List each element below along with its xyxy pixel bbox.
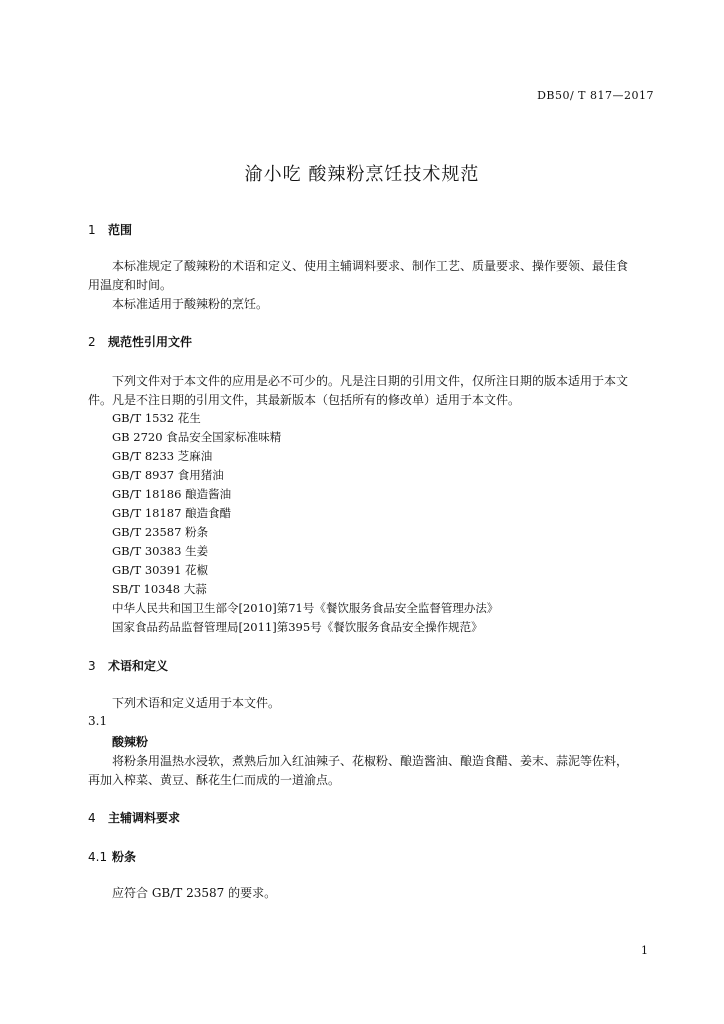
section-number: 4 xyxy=(88,811,96,825)
paragraph-line: 下列文件对于本文件的应用是必不可少的。凡是注日期的引用文件，仅所注日期的版本适用于本文 xyxy=(112,374,629,388)
section-title: 主辅调料要求 xyxy=(108,811,181,825)
reference-item: 国家食品药品监督管理局[2011]第395号《餐饮服务食品安全操作规范》 xyxy=(112,620,483,634)
reference-item: GB/T 18187 酿造食醋 xyxy=(112,506,232,520)
paragraph-line: 本标准规定了酸辣粉的术语和定义、使用主辅调料要求、制作工艺、质量要求、操作要领、最佳食 xyxy=(112,259,629,273)
paragraph-line: 应符合 GB/T 23587 的要求。 xyxy=(112,886,277,900)
term-number: 3.1 xyxy=(88,714,108,728)
paragraph-line: 下列术语和定义适用于本文件。 xyxy=(112,696,281,710)
section-2-heading xyxy=(88,333,192,350)
section-1-heading xyxy=(88,221,132,238)
paragraph-line: 本标准适用于酸辣粉的烹饪。 xyxy=(112,297,269,311)
document-title: 渝小吃 酸辣粉烹饪技术规范 xyxy=(244,164,480,185)
section-title: 术语和定义 xyxy=(108,659,169,673)
reference-item: GB/T 8937 食用猪油 xyxy=(112,468,224,482)
subsection-title: 粉条 xyxy=(112,850,137,864)
subsection-4-1-heading xyxy=(88,848,136,865)
section-number: 1 xyxy=(88,223,96,237)
reference-item: SB/T 10348 大蒜 xyxy=(112,582,207,596)
section-title: 范围 xyxy=(108,223,133,237)
page-number: 1 xyxy=(641,944,648,957)
paragraph-line: 用温度和时间。 xyxy=(88,278,173,292)
reference-item: GB/T 23587 粉条 xyxy=(112,525,209,539)
reference-item: GB/T 1532 花生 xyxy=(112,411,201,425)
paragraph-line: 将粉条用温热水浸软，煮熟后加入红油辣子、花椒粉、酿造酱油、酿造食醋、姜末、蒜泥等佐料， xyxy=(112,754,629,768)
paragraph-line: 再加入榨菜、黄豆、酥花生仁而成的一道渝点。 xyxy=(88,773,341,787)
section-number: 2 xyxy=(88,335,96,349)
section-4-heading xyxy=(88,809,180,826)
reference-item: GB 2720 食品安全国家标准味精 xyxy=(112,430,282,444)
reference-item: 中华人民共和国卫生部令[2010]第71号《餐饮服务食品安全监督管理办法》 xyxy=(112,601,499,615)
paragraph-line: 件。凡是不注日期的引用文件，其最新版本（包括所有的修改单）适用于本文件。 xyxy=(88,393,521,407)
standard-number: DB50/ T 817—2017 xyxy=(537,89,654,102)
section-title: 规范性引用文件 xyxy=(108,335,193,349)
reference-item: GB/T 8233 芝麻油 xyxy=(112,449,213,463)
subsection-number: 4.1 xyxy=(88,850,108,864)
section-3-heading xyxy=(88,657,168,674)
reference-item: GB/T 18186 酿造酱油 xyxy=(112,487,232,501)
section-number: 3 xyxy=(88,659,96,673)
reference-item: GB/T 30391 花椒 xyxy=(112,563,209,577)
term-name: 酸辣粉 xyxy=(112,735,149,749)
reference-item: GB/T 30383 生姜 xyxy=(112,544,209,558)
